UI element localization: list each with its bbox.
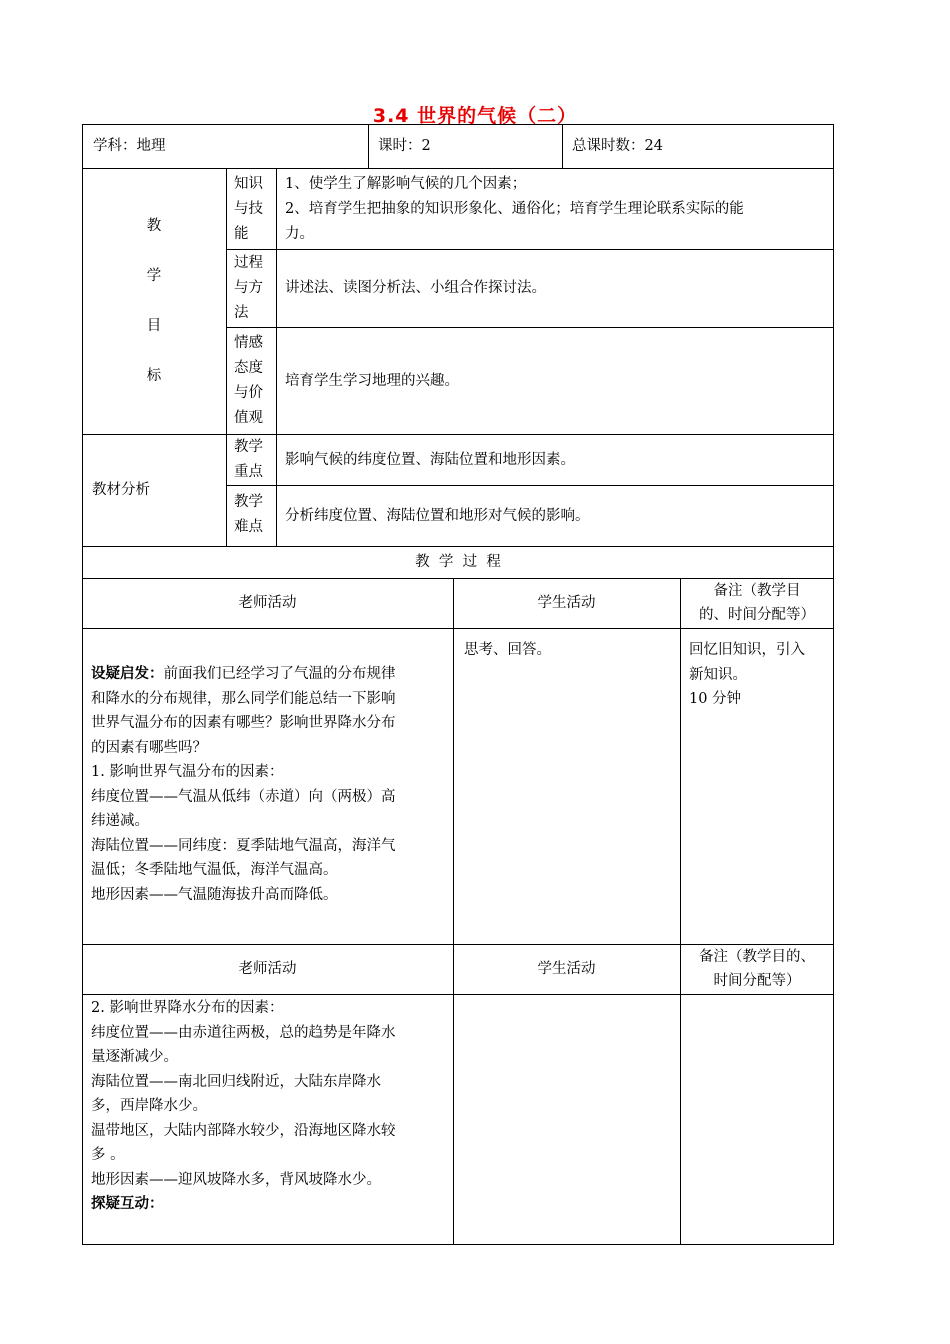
student-activity-text: 思考、回答。 (464, 642, 551, 658)
teacher-line: 多 。 (91, 1147, 125, 1163)
knowledge-text: 2、培育学生把抽象的知识形象化、通俗化；培育学生理论联系实际的能 (285, 201, 744, 217)
teacher-activity-text (91, 996, 451, 1217)
process-text: 讲述法、读图分析法、小组合作探讨法。 (285, 280, 546, 296)
teacher-line: 多，西岸降水少。 (91, 1098, 207, 1114)
teacher-activity-text (91, 662, 451, 907)
teacher-line: 海陆位置——南北回归线附近，大陆东岸降水 (91, 1073, 381, 1090)
notes-line: 回忆旧知识，引入 (689, 642, 805, 658)
emotion-label: 态度 (234, 360, 263, 376)
key-point-text: 影响气候的纬度位置、海陆位置和地形因素。 (285, 452, 575, 468)
row-divider (82, 546, 834, 547)
teacher-line: 的因素有哪些吗？ (91, 739, 207, 756)
col-divider (562, 124, 563, 168)
notes-header: 时间分配等） (713, 973, 801, 989)
col-divider (453, 578, 454, 1245)
student-activity-header: 学生活动 (537, 595, 596, 611)
emotion-text: 培育学生学习地理的兴趣。 (285, 373, 459, 389)
knowledge-text: 1、使学生了解影响气候的几个因素； (285, 176, 527, 192)
knowledge-label: 与技 (234, 201, 263, 217)
objectives-label-char: 目 (146, 318, 162, 334)
row-divider (82, 168, 834, 169)
row-divider (82, 628, 834, 629)
process-label: 与方 (234, 280, 263, 296)
key-point-label: 重点 (234, 464, 263, 480)
row-divider (226, 249, 834, 250)
teacher-line: 地形因素——迎风坡降水多，背风坡降水少。 (91, 1171, 381, 1188)
teacher-line: 温低；冬季陆地气温低，海洋气温高。 (91, 862, 338, 878)
teacher-line: 地形因素——气温随海拔升高而降低。 (91, 886, 338, 903)
difficulty-label: 教学 (234, 494, 263, 510)
emotion-label: 情感 (234, 335, 263, 351)
notes-header: 备注（教学目 (713, 583, 801, 599)
row-divider (226, 327, 834, 328)
row-divider (82, 434, 834, 435)
interactive-inquiry-label: 探疑互动： (91, 1195, 164, 1212)
teacher-activity-header: 老师活动 (238, 595, 297, 611)
teacher-line: 纬度位置——由赤道往两极，总的趋势是年降水 (91, 1024, 396, 1041)
subject-cell: 学科：地理 (93, 138, 166, 154)
difficulty-text: 分析纬度位置、海陆位置和地形对气候的影响。 (285, 508, 590, 524)
emotion-label: 与价 (234, 385, 263, 401)
row-divider (82, 994, 834, 995)
notes-line: 新知识。 (689, 666, 747, 683)
teacher-line: 世界气温分布的因素有哪些？影响世界降水分布 (91, 715, 396, 731)
teacher-line: 2. 影响世界降水分布的因素： (91, 1000, 284, 1016)
notes-header: 的、时间分配等） (699, 607, 815, 623)
objectives-label-char: 学 (146, 268, 162, 284)
lesson-hours-cell: 课时：2 (378, 138, 431, 154)
col-divider (226, 168, 227, 546)
objectives-label-char: 标 (146, 368, 162, 384)
teacher-line: 纬度位置——气温从低纬（赤道）向（两极）高 (91, 788, 396, 805)
key-point-label: 教学 (234, 439, 263, 455)
col-divider (368, 124, 369, 168)
teacher-line: 海陆位置——同纬度：夏季陆地气温高，海洋气 (91, 837, 396, 854)
knowledge-text: 力。 (285, 226, 314, 242)
difficulty-label: 难点 (234, 519, 263, 535)
analysis-label: 教材分析 (92, 482, 150, 498)
process-label: 法 (234, 305, 249, 321)
teacher-activity-header: 老师活动 (238, 961, 297, 977)
notes-text (689, 638, 831, 712)
teacher-line: 前面我们已经学习了气温的分布规律 (163, 666, 396, 682)
knowledge-label: 知识 (234, 176, 263, 192)
guiding-question-label: 设疑启发： (91, 665, 164, 682)
teacher-line: 1. 影响世界气温分布的因素： (91, 764, 284, 780)
notes-header: 备注（教学目的、 (699, 949, 815, 965)
row-divider (226, 485, 834, 486)
notes-line: 10 分钟 (689, 691, 742, 707)
process-label: 过程 (234, 255, 263, 271)
col-divider (276, 168, 277, 546)
process-title: 教 学 过 程 (415, 554, 501, 570)
teacher-line: 量逐渐减少。 (91, 1049, 178, 1065)
teacher-line: 和降水的分布规律，那么同学们能总结一下影响 (91, 690, 396, 707)
page-title: 3.4 世界的气候（二） (372, 105, 578, 127)
objectives-label-char: 教 (146, 218, 162, 234)
knowledge-label: 能 (234, 226, 249, 242)
total-hours-cell: 总课时数：24 (572, 138, 663, 154)
col-divider (680, 578, 681, 1245)
student-activity-header: 学生活动 (537, 961, 596, 977)
teacher-line: 纬递减。 (91, 813, 149, 829)
emotion-label: 值观 (234, 410, 263, 426)
teacher-line: 温带地区，大陆内部降水较少，沿海地区降水较 (91, 1122, 396, 1139)
